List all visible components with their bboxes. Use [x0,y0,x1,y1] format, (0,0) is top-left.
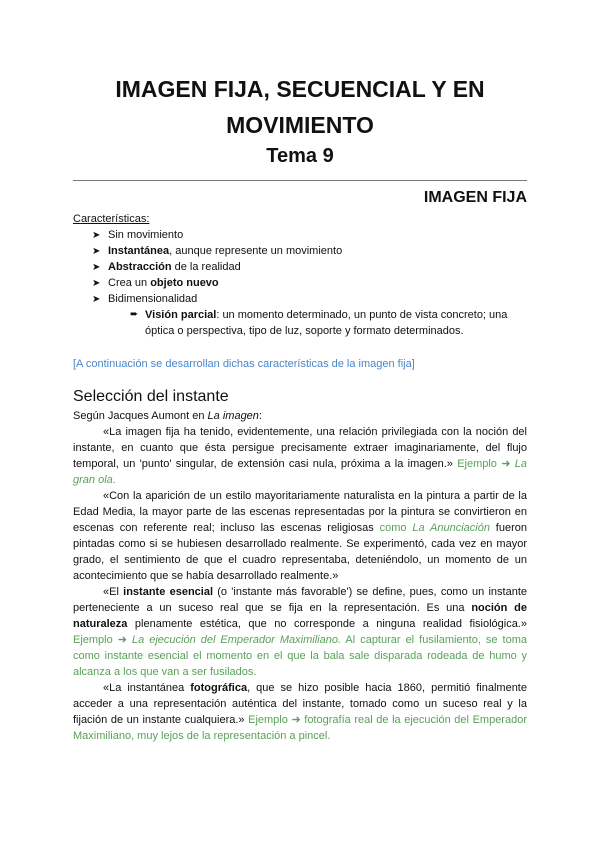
characteristics-label: Características: [73,213,150,225]
subsection-heading: Selección del instante [73,388,229,405]
document-subtitle: Tema 9 [266,145,334,167]
title-divider [73,180,527,181]
arrow-bullet-icon: ➤ [92,246,101,257]
arrow-bullet-icon: ➤ [92,230,101,241]
document-title-line-1: IMAGEN FIJA, SECUENCIAL Y EN [115,76,485,102]
blue-note: [A continuación se desarrollan dichas características de la imagen fija] [73,358,415,370]
intro-line: Según Jacques Aumont en La imagen: [73,410,262,422]
section-heading: IMAGEN FIJA [423,189,527,206]
list-item: ➤ Bidimensionalidad [92,291,197,308]
arrow-bullet-icon: ➤ [92,262,101,273]
quote-paragraph-3: «El instante esencial (o 'instante más favorable') se define, pues, como un instante perteneciente a un suceso real que se fija en la representación. Es una noción de naturaleza plenamente estética, que no corresponde a ninguna realidad fisiológica.» Ejemplo ➜ La ejecución del Emperador Maximiliano. Al capturar el fusilamiento, se toma como instante esencial el momento en el que la bala sale disparada rodeada de humo y alcanza a los que van a ser fusilados. [73,586,527,678]
list-item: ➤ Abstracción de la realidad [92,259,241,276]
arrow-bullet-icon: ➤ [92,294,101,305]
pointing-arrow-icon: ➨ [130,309,139,320]
list-item: ➤ Sin movimiento [92,227,183,244]
document-title-line-2: MOVIMIENTO [226,112,374,138]
quote-paragraph-4: «La instantánea fotográfica, que se hizo posible hacia 1860, permitió finalmente acceder a una representación auténtica del instante, tomado como un suceso real y la fijación de un instante cualquiera.» Ejemplo ➜ fotografía real de la ejecución del Emperador Maximiliano, muy lejos de la representación a pincel. [73,682,527,742]
list-item: ➤ Crea un objeto nuevo [92,275,219,292]
quote-paragraph-1: «La imagen fija ha tenido, evidentemente, una relación privilegiada con la noción del instante, en cuanto que ésta persigue precisamente extraer imaginariamente, del flujo temporal, un 'punto' singular, de extensión casi nula, próxima a la imagen.» Ejemplo ➜ La gran ola. [73,426,528,486]
sub-list-item: ➨ Visión parcial: un momento determinado, un punto de vista concreto; una óptica o perspectiva, tipo de luz, soporte y formato determinados. [130,309,508,337]
list-item: ➤ Instantánea, aunque represente un movimiento [92,243,342,260]
quote-paragraph-2: «Con la aparición de un estilo mayoritariamente naturalista en la pintura a partir de la Edad Media, la mayor parte de las escenas representadas por la pintura se convirtieron en escenas con referente real; incluso las escenas religiosas como La Anunciación fueron pintadas como si se hubiesen desarrollado realmente. Se experimentó, cada vez en mayor grado, el sentimiento de que el cuadro representaba, deteniéndolo, un momento de un acontecimiento que se había desarrollado realmente.» [73,490,527,582]
arrow-bullet-icon: ➤ [92,278,101,289]
